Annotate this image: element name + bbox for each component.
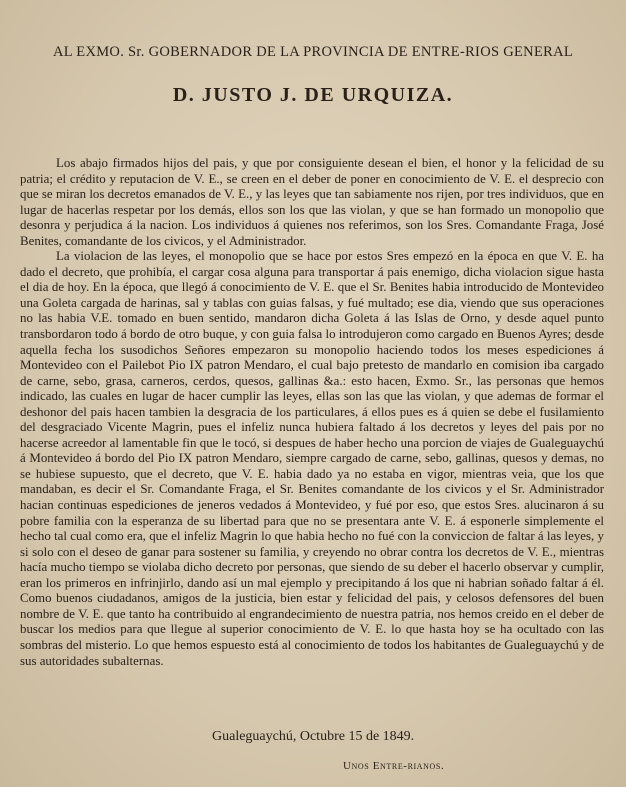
letter-body [20, 156, 604, 669]
paragraph: Los abajo firmados hijos del pais, y que por consiguiente desean el bien, el honor y la felicidad de su patria; el crédito y reputacion de V. E., se creen en el deber de poner en conocimiento de V. E. el desprecio con que se miran los decretos emanados de V. E., y las leyes que tan sabiamente nos rijen, por tres individuos, que en lugar de hacerlas respetar por los demás, ellos son los que las violan, y que se han formado un monopolio que desonra y perjudica á la nacion. Los individuos á quienes nos referimos, son los Sres. Comandante Fraga, José Benites, comandante de los civicos, y el Administrador. [20, 156, 604, 248]
recipient-name: D. JUSTO J. DE URQUIZA. [172, 84, 454, 106]
place-date: Gualeguaychú, Octubre 15 de 1849. [212, 729, 415, 744]
signature: Unos Entre-rianos. [343, 760, 445, 772]
paragraph: La violacion de las leyes, el monopolio que se hace por estos Sres empezó en la época en que V. E. ha dado el decreto, que prohibía, el cargar cosa alguna para transportar á pais enemigo, dicha violacion sigue hasta el dia de hoy. En la época, que llegó á conocimiento de V. E. que el Sr. Benites habia introducido de Montevideo una Goleta cargada de harinas, sal y tablas con guias falsas, y fué multado; ese dia, viendo que sus operaciones no las habia V.E. tomado en buen sentido, mandaron dicha Goleta á las Islas de Orno, y desde aquel punto transbordaron todo á bordo de otro buque, y con guia falsa lo introdujeron como cargado en Buenos Ayres; desde aquella fecha los susodichos Señores empezaron su monopolio haciendo todos los meses espediciones á Montevideo con el Pailebot Pio IX patron Mendaro, el cual bajo pretesto de mandarlo en comision iba cargado de carne, sebo, grasa, carneros, cerdos, quesos, gallinas &a.: esto hacen, Exmo. Sr., las personas que hemos indicado, las cuales en lugar de hacer cumplir las leyes, ellas son las que las violan, y que ademas de formar el deshonor del pais hacen tambien la desgracia de los particulares, á ellos pues es á quien se debe el fusilamiento del desgraciado Vicente Magrin, pues el infeliz nunca hubiera faltado á los decretos y leyes del pais por no hacerse acreedor al lamentable fin que le tocó, si despues de haber hecho una porcion de viajes de Gualeguaychú á Montevideo á bordo del Pio IX patron Mendaro, siempre cargado de carne, sebo, gallinas, quesos y demas, no se hubiese supuesto, que el decreto, que V. E. habia dado ya no estaba en vigor, mientras veia, que los que mandaban, es decir el Sr. Comandante Fraga, el Sr. Benites comandante de los civicos y el Sr. Administrador hacian continuas espediciones de jeneros vedados á Montevideo, y fué por eso, que estos Sres. alucinaron á su pobre familia con la esperanza de su libertad para que no se presentara ante V. E. á esponerle simplemente el hecho tal cual como era, que el infeliz Magrin lo que habia hecho no fué con la conviccion de faltar á las leyes, y si solo con el deseo de ganar para sostener su familia, y creyendo no obrar contra los decretos de V. E., mientras hacía mucho tiempo se violaba dicho decreto por personas, que siendo de su deber el hacerlo observar y cumplir, eran los primeros en infrinjirlo, dando así un mal ejemplo y precipitando á los que ni habrian soñado faltar á él. Como buenos ciudadanos, amigos de la justicia, bien estar y felicidad del pais, y celosos defensores del buen nombre de V. E. que tanto ha contribuido al engrandecimiento de nuestra patria, nos hemos creido en el deber de buscar los medios para que llegue al superior conocimiento de V. E. lo que hasta hoy se ha ocultado con las sombras del misterio. Lo que hemos espuesto está al conocimiento de todos los habitantes de Gualeguaychú y de sus autoridades subalternas. [20, 249, 604, 668]
address-line: AL EXMO. Sr. GOBERNADOR DE LA PROVINCIA DE ENTRE-RIOS GENERAL [52, 44, 574, 60]
